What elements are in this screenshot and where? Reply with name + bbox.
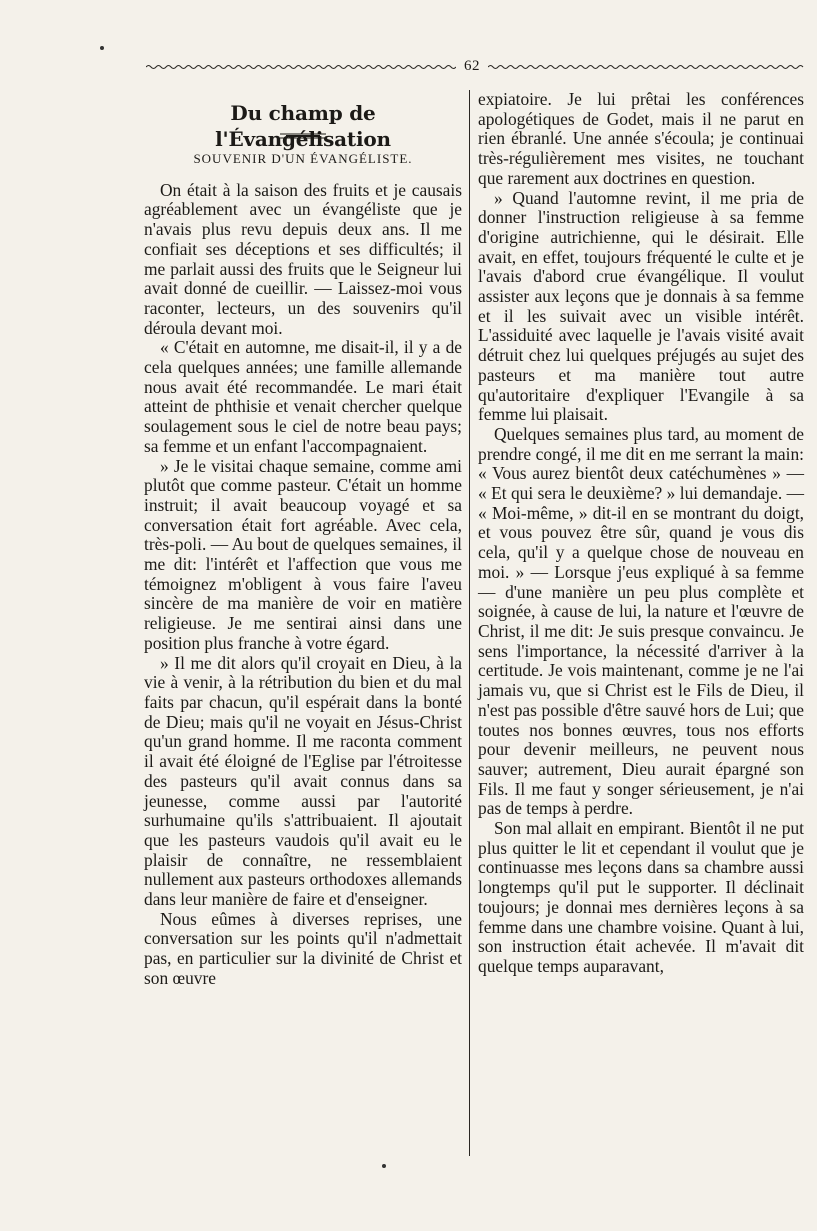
article-title: Du champ de l'Évangélisation — [215, 101, 391, 151]
header-rule-left — [146, 64, 456, 70]
header-rule-right — [488, 64, 804, 70]
paragraph: Quelques semaines plus tard, au moment de prendre congé, il me dit en me serrant la main: « Vous aurez bientôt deux catéchumènes » — « Et qui sera le deuxième? » lui demandaje. — « Moi-même, » dit-il en se montrant du doigt, et vous pouvez être sûr, quand je vous dis cela, qu'il y a quelque chose de nouveau en moi. » — Lorsque j'eus expliqué à sa femme — d'une manière un peu plus complète et soignée, à cause de lui, la nature et l'œuvre de Christ, il me dit: Je suis presque convaincu. Je sens l'importance, la nécessité d'arriver à la certitude. Je vois maintenant, comme je ne l'ai jamais vu, que si Christ est le Fils de Dieu, il n'est pas possible d'être sauvé hors de Lui; que toutes nos bonnes œuvres, tous nos efforts pour devenir meilleurs, ne peuvent nous sauver; autrement, Dieu aurait épargné son Fils. Il me faut y songer sérieusement, je n'ai pas de temps à perdre. — [478, 423, 804, 819]
title-ornament — [280, 133, 326, 139]
paragraph: » Quand l'automne revint, il me pria de donner l'instruction religieuse à sa femme d'origine autrichienne, qui le désirait. Elle avait, en effet, toujours fréquenté le culte et je l'avais d'abord crue évangélique. Il voulut assister aux leçons que je donnais à sa femme et il les suivait avec un visible intérêt. L'assiduité avec laquelle je l'avais visité avait détruit chez lui quelques préjugés au sujet des pasteurs et ma manière tout autre qu'autoritaire d'expliquer l'Evangile à sa femme lui plaisait. — [478, 187, 804, 425]
paragraph: Son mal allait en empirant. Bientôt il ne put plus quitter le lit et cependant il voulut que je continuasse mes leçons dans sa chambre aussi longtemps qu'il put le supporter. Il déclinait toujours; je donnai mes dernières leçons à sa femme dans une chambre voisine. Quant à lui, son instruction était achevée. Il m'avait dit quelque temps auparavant, — [478, 818, 804, 976]
left-column — [144, 90, 462, 989]
ink-speck — [100, 46, 104, 50]
paragraph: « C'était en automne, me disait-il, il y a de cela quelques années; une famille allemande nous avait été recommandée. Le mari était atteint de phthisie et venait chercher quelque soulagement sous le ciel de notre beau pays; sa femme et un enfant l'accompagnaient. — [144, 337, 462, 456]
paragraph: On était à la saison des fruits et je causais agréablement avec un évangéliste que je n'avais plus revu depuis deux ans. Il me confiait ses déceptions et ses difficultés; il me parlait aussi des fruits que le Seigneur lui avait donné de cueillir. — Laissez-moi vous raconter, lecteurs, un des souvenirs qu'il déroula devant moi. — [144, 179, 462, 338]
column-divider — [469, 90, 470, 1156]
article-subtitle: SOUVENIR D'UN ÉVANGÉLISTE. — [193, 151, 413, 166]
paragraph: expiatoire. Je lui prêtai les conférences apologétiques de Godet, mais il ne parut en rien ébranlé. Une année s'écoula; je continuai très-régulièrement mes visites, ne touchant que rarement aux doctrines en question. — [478, 89, 804, 188]
paragraph: Nous eûmes à diverses reprises, une conversation sur les points qu'il n'admettait pas, en particulier sur la divinité de Christ et son œuvre — [144, 908, 462, 988]
ink-speck — [382, 1164, 386, 1168]
paragraph: » Je le visitai chaque semaine, comme ami plutôt que comme pasteur. C'était un homme instruit; il avait beaucoup voyagé et sa conversation était fort agréable. Avec cela, très-poli. — Au bout de quelques semaines, il me dit: l'intérêt et l'affection que vous me témoignez m'obligent à vous faire l'aveu sincère de ma manière de voir en matière religieuse. Je me sentirai ainsi dans une position plus franche à votre égard. — [144, 455, 462, 653]
page-number: 62 — [464, 58, 480, 74]
paragraph: » Il me dit alors qu'il croyait en Dieu, à la vie à venir, à la rétribution du bien et du mal faits par chacun, qu'il espérait dans la bonté de Dieu; mais qu'il ne voyait en Jésus-Christ qu'un grand homme. Il me raconta comment il avait été éloigné de l'Eglise par l'étroitesse des pasteurs qu'il avait connus dans sa jeunesse, comme aussi par l'autorité surhumaine qu'ils s'attribuaient. Il ajoutait que les pasteurs vaudois qu'il avait eu le plaisir de connaître, ne ressemblaient nullement aux pasteurs orthodoxes allemands dans leur manière de faire et d'enseigner. — [144, 652, 462, 910]
right-column — [478, 90, 804, 977]
